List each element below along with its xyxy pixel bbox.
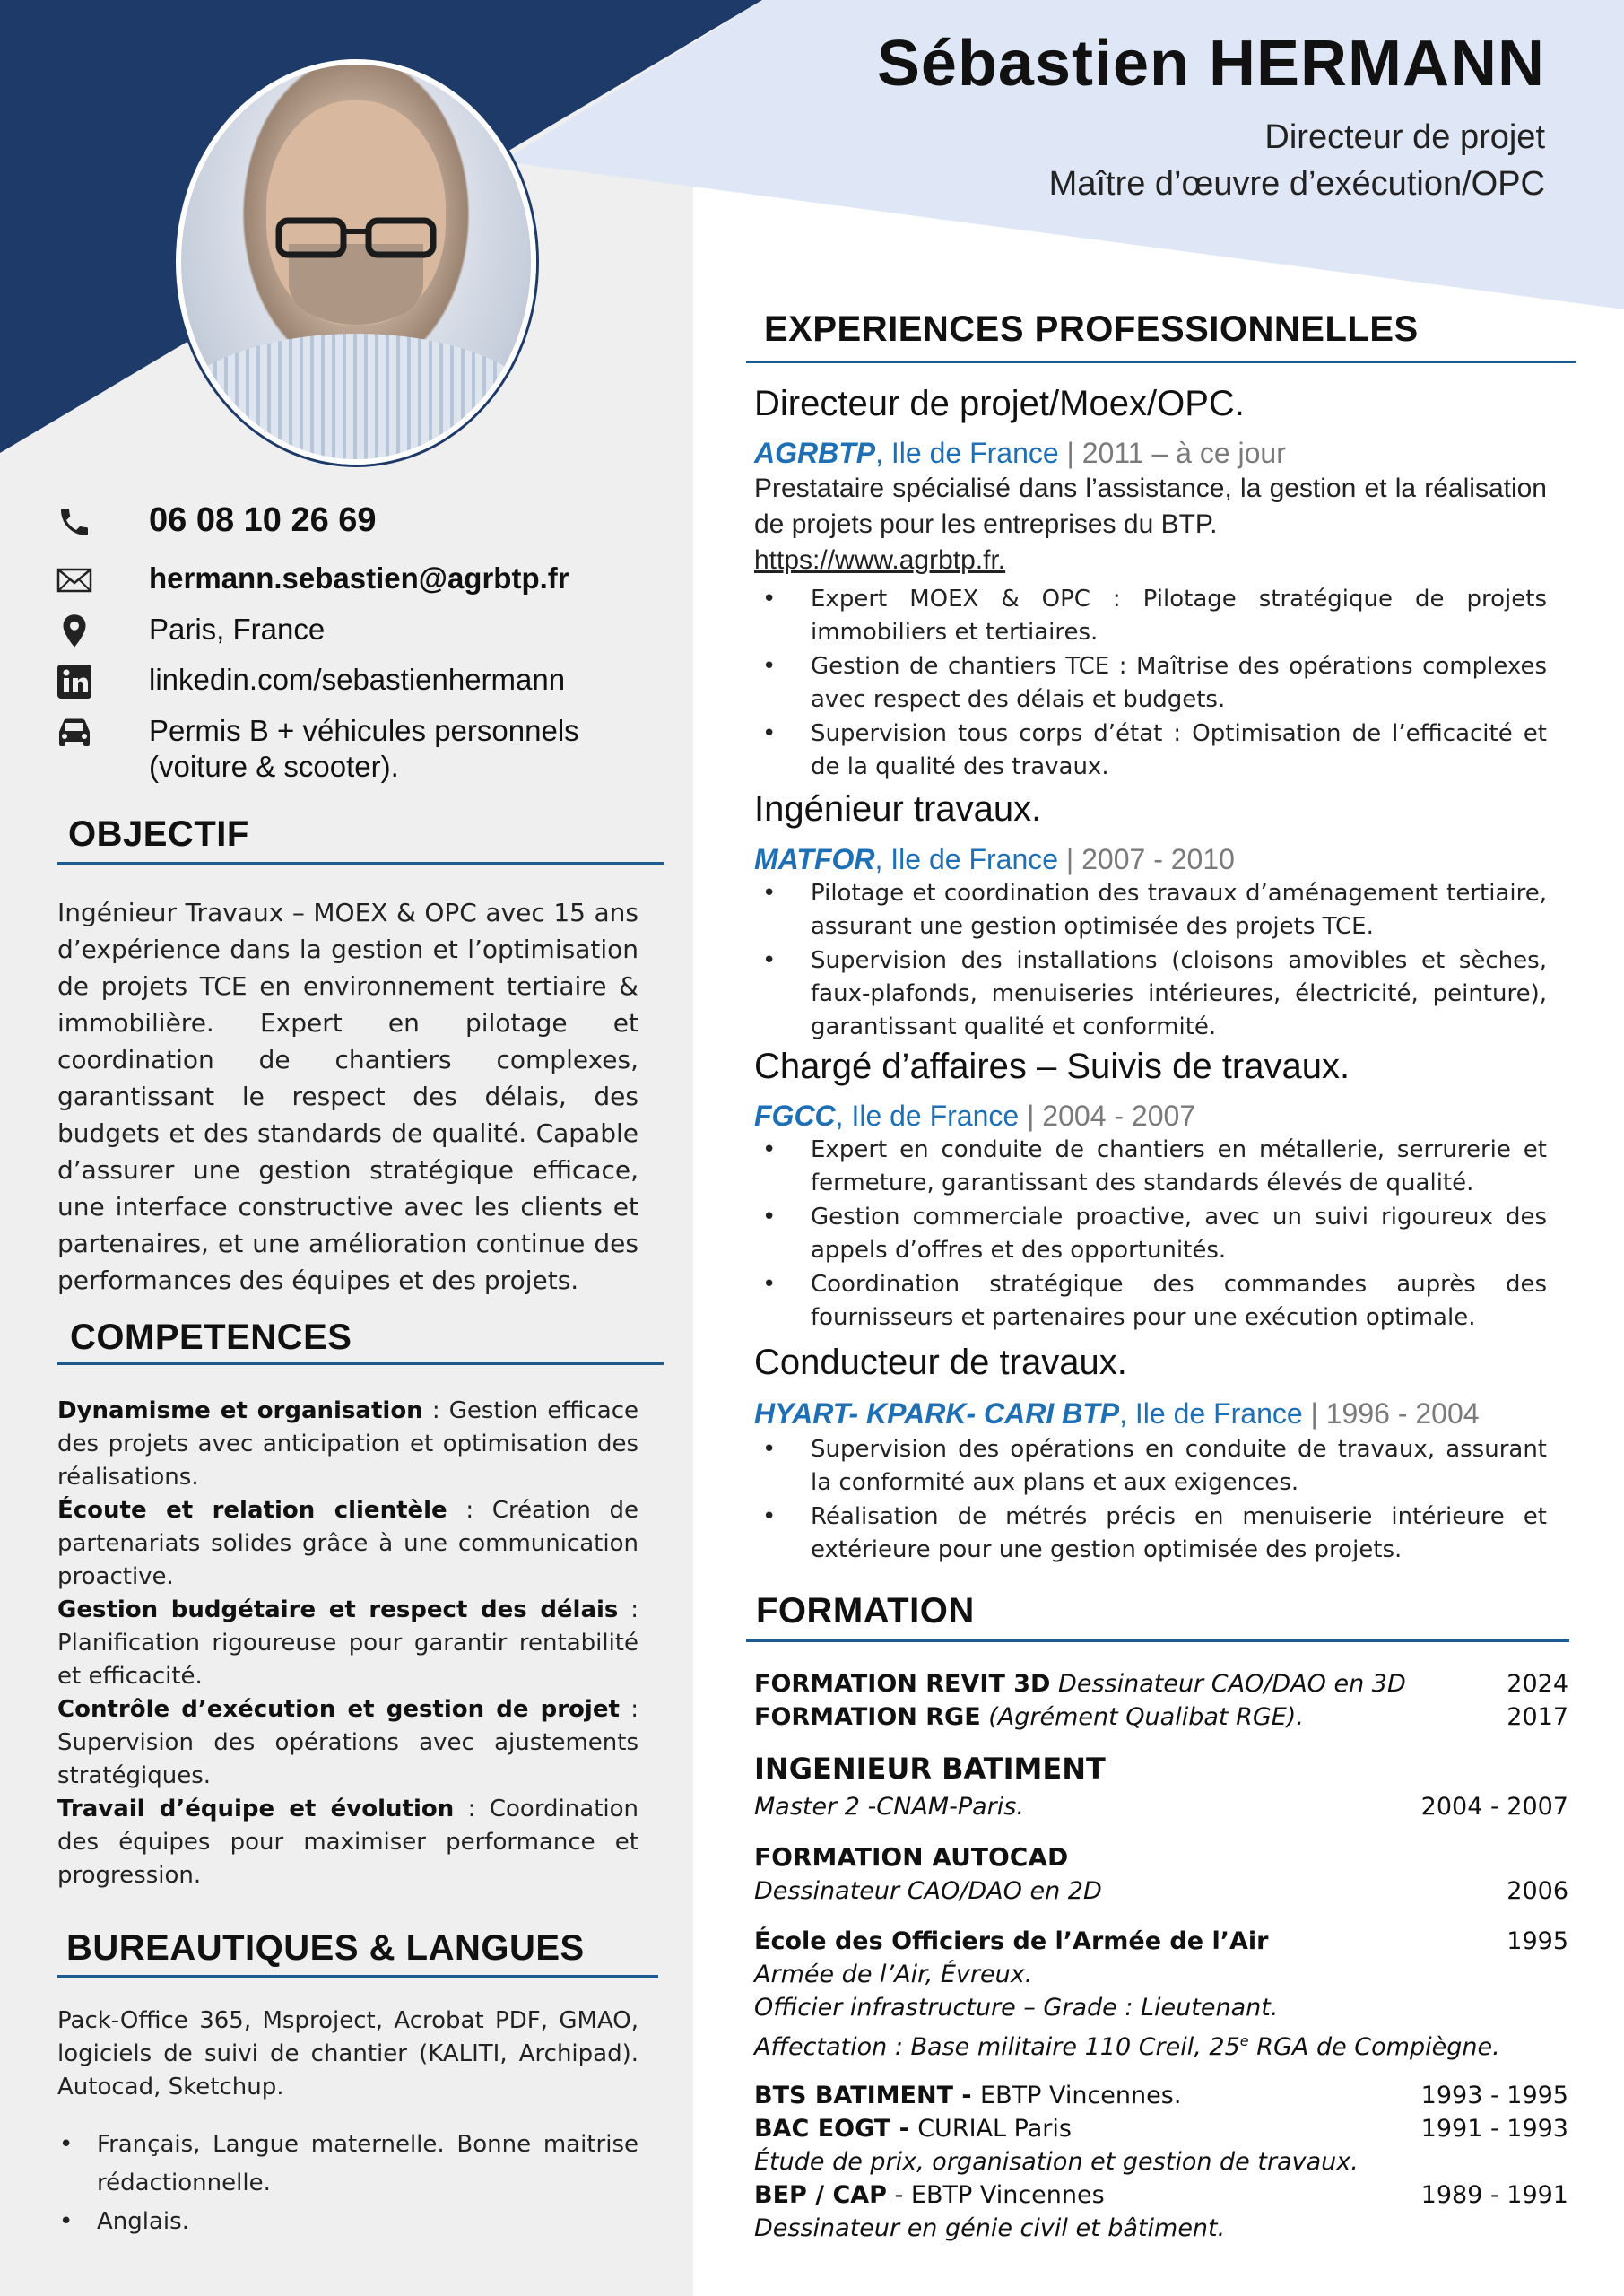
- contact-linkedin: [52, 662, 565, 701]
- company-name: HYART- KPARK- CARI BTP: [754, 1397, 1120, 1430]
- langues-list: [57, 2126, 638, 2241]
- formation-year: 1989 - 1991: [1420, 2181, 1568, 2209]
- formation-bac: [754, 2112, 1568, 2145]
- formation-bep: [754, 2179, 1568, 2212]
- company-location: , Ile de France: [835, 1100, 1020, 1132]
- contact-license: [52, 713, 579, 785]
- formation-ecole-line: [754, 2024, 1568, 2064]
- skill-item: [57, 1594, 638, 1693]
- job-bullets: [754, 583, 1547, 785]
- bullet-item: • Gestion commerciale proactive, avec un suivi rigoureux des appels d’offres et des opportunités.: [754, 1201, 1547, 1267]
- job-bullets: [754, 877, 1547, 1045]
- skill-text: : Gestion efficace des projets avec anticipation et optimisation des réalisations.: [57, 1397, 639, 1491]
- job-dates: 2007 - 2010: [1081, 843, 1235, 875]
- formation-year: 2024: [1507, 1670, 1568, 1698]
- skill-label: Gestion budgétaire et respect des délais: [57, 1596, 619, 1623]
- formation-detail: Armée de l’Air, Évreux.: [754, 1961, 1033, 1988]
- company-location: , Ile de France: [1119, 1397, 1303, 1430]
- job-company-line: [754, 843, 1235, 876]
- company-name: FGCC: [754, 1100, 836, 1132]
- formation-rule: [746, 1639, 1569, 1642]
- langue-item: • Français, Langue maternelle. Bonne maitrise rédactionnelle.: [57, 2126, 638, 2203]
- competences-list: [57, 1395, 638, 1892]
- bullet-item: • Supervision des installations (cloisons amovibles et sèches, faux-plafonds, menuiseries intérieures, électricité, peinture), garantissant qualité et conformité.: [754, 944, 1547, 1044]
- job-title: Ingénieur travaux.: [754, 789, 1042, 829]
- job-dates: 2011 – à ce jour: [1081, 437, 1286, 469]
- bureautique-heading: BUREAUTIQUES & LANGUES: [66, 1928, 585, 1968]
- objectif-text: Ingénieur Travaux – MOEX & OPC avec 15 ans d’expérience dans la gestion et l’optimisation de projets TCE en environnement tertiaire & immobilière. Expert en pilotage et coordination de chantiers complexes, garantissant le respect des délais, des budgets et des standards de qualité. Capable d’assurer une gestion stratégique efficace, une interface constructive avec les clients et partenaires, et une amélioration continue des performances des équipes et des projets.: [57, 898, 638, 1295]
- skill-item: [57, 1793, 638, 1892]
- formation-year: 2006: [1507, 1877, 1568, 1905]
- formation-year: 1993 - 1995: [1420, 2082, 1568, 2109]
- formation-detail: EBTP Vincennes.: [980, 2082, 1182, 2109]
- formation-name: BEP / CAP: [754, 2181, 887, 2209]
- skill-text: : Planification rigoureuse pour garantir rentabilité et efficacité.: [57, 1596, 638, 1690]
- job-title: Directeur de projet/Moex/OPC.: [754, 384, 1245, 423]
- formation-detail: Dessinateur CAO/DAO en 2D: [754, 1877, 1102, 1905]
- formation-bac-sub: [754, 2145, 1568, 2179]
- langue-item: • Anglais.: [57, 2203, 638, 2241]
- formation-name: FORMATION RGE: [754, 1703, 981, 1731]
- formation-detail: Officier infrastructure – Grade : Lieutenant.: [754, 1994, 1279, 2022]
- car-icon: [52, 713, 97, 752]
- phone-number[interactable]: 06 08 10 26 69: [149, 501, 377, 539]
- objectif-heading: OBJECTIF: [68, 814, 249, 854]
- job-bullets: [754, 1433, 1547, 1568]
- formation-detail: Étude de prix, organisation et gestion de travaux.: [754, 2148, 1359, 2176]
- company-location: , Ile de France: [875, 437, 1059, 469]
- linkedin-icon: [52, 662, 97, 701]
- formation-year: 1995: [1507, 1927, 1568, 1955]
- separator: |: [1302, 1397, 1326, 1430]
- bullet-item: • Coordination stratégique des commandes auprès des fournisseurs et partenaires pour une exécution optimale.: [754, 1268, 1547, 1335]
- formation-name: École des Officiers de l’Armée de l’Air: [754, 1927, 1269, 1955]
- job-company-line: [754, 1100, 1195, 1133]
- formation-ingenieur: [754, 1790, 1568, 1823]
- experiences-rule: [746, 361, 1576, 363]
- job-title: Conducteur de travaux.: [754, 1343, 1127, 1382]
- bullet-item: • Expert en conduite de chantiers en métallerie, serrurerie et fermeture, garantissant des standards élevés de qualité.: [754, 1134, 1547, 1200]
- objectif-rule: [57, 862, 664, 865]
- formation-year: 2017: [1507, 1703, 1568, 1731]
- location-text: Paris, France: [149, 613, 326, 646]
- bureautique-rule: [57, 1975, 658, 1978]
- experiences-heading: EXPERIENCES PROFESSIONNELLES: [764, 309, 1419, 349]
- bullet-item: • Réalisation de métrés précis en menuiserie intérieure et extérieure pour une gestion optimisée des projets.: [754, 1500, 1547, 1567]
- separator: |: [1019, 1100, 1043, 1132]
- job-company-line: [754, 437, 1286, 470]
- bullet-item: • Expert MOEX & OPC : Pilotage stratégique de projets immobiliers et tertiaires.: [754, 583, 1547, 649]
- skill-item: [57, 1693, 638, 1793]
- formation-year: 1991 - 1993: [1420, 2115, 1568, 2143]
- formation-detail: Dessinateur en génie civil et bâtiment.: [754, 2214, 1226, 2242]
- skill-item: [57, 1395, 638, 1494]
- company-name: AGRBTP: [754, 437, 876, 469]
- skill-text: : Supervision des opérations avec ajustements stratégiques.: [57, 1696, 639, 1789]
- formation-ecole-line: [754, 1958, 1568, 1991]
- mail-icon: [52, 561, 97, 600]
- skill-label: Contrôle d’exécution et gestion de projet: [57, 1696, 620, 1723]
- license-line-2: (voiture & scooter).: [149, 750, 399, 783]
- bullet-item: • Gestion de chantiers TCE : Maîtrise des opérations complexes avec respect des délais et budgets.: [754, 650, 1547, 717]
- bureautique-text: Pack-Office 365, Msproject, Acrobat PDF, GMAO, logiciels de suivi de chantier (KALITI, Archipad). Autocad, Sketchup.: [57, 2007, 638, 2100]
- company-name: MATFOR: [754, 843, 875, 875]
- formation-detail: Dessinateur CAO/DAO en 3D: [1050, 1670, 1406, 1698]
- superscript: e: [1239, 2032, 1249, 2049]
- location-pin-icon: [52, 612, 97, 651]
- separator: |: [1058, 843, 1082, 875]
- formation-name: BAC EOGT -: [754, 2115, 918, 2143]
- linkedin-link[interactable]: linkedin.com/sebastienhermann: [149, 663, 566, 696]
- skill-label: Dynamisme et organisation: [57, 1397, 423, 1424]
- bullet-item: • Supervision des opérations en conduite de travaux, assurant la conformité aux plans et aux exigences.: [754, 1433, 1547, 1500]
- formation-bts: [754, 2079, 1568, 2112]
- competences-rule: [57, 1362, 664, 1365]
- contact-phone: [52, 502, 377, 542]
- skill-label: Travail d’équipe et évolution: [57, 1796, 455, 1822]
- job-dates: 1996 - 2004: [1325, 1397, 1480, 1430]
- role-title: Directeur de projet: [1264, 118, 1545, 156]
- formation-autocad-title: FORMATION AUTOCAD: [754, 1842, 1069, 1872]
- company-location: , Ile de France: [874, 843, 1059, 875]
- competences-heading: COMPETENCES: [70, 1318, 352, 1357]
- formation-revit: [754, 1667, 1568, 1700]
- company-url[interactable]: https://www.agrbtp.fr.: [754, 545, 1006, 575]
- separator: |: [1058, 437, 1082, 469]
- job-title: Chargé d’affaires – Suivis de travaux.: [754, 1047, 1350, 1086]
- license-line-1: Permis B + véhicules personnels: [149, 714, 579, 747]
- formation-name: BTS BATIMENT -: [754, 2082, 981, 2109]
- formation-ingenieur-title: INGENIEUR BATIMENT: [754, 1752, 1106, 1786]
- job-description: [754, 471, 1547, 578]
- formation-detail: (Agrément Qualibat RGE).: [980, 1703, 1304, 1731]
- skill-item: [57, 1494, 638, 1594]
- contact-email: [52, 561, 569, 600]
- formation-autocad: [754, 1874, 1568, 1908]
- role-subtitle: Maître d’œuvre d’exécution/OPC: [1048, 165, 1545, 203]
- formation-detail: Affectation : Base militaire 110 Creil, 25: [754, 2033, 1240, 2061]
- formation-name: FORMATION REVIT 3D: [754, 1670, 1051, 1698]
- formation-detail: - EBTP Vincennes: [886, 2181, 1105, 2209]
- formation-bep-sub: [754, 2212, 1568, 2245]
- email-link[interactable]: hermann.sebastien@agrbtp.fr: [149, 561, 569, 595]
- person-name: Sébastien HERMANN: [876, 28, 1545, 100]
- license-text: [149, 713, 579, 785]
- formation-ecole-line: [754, 1991, 1568, 2024]
- job-bullets: [754, 1134, 1547, 1335]
- skill-text: : Création de partenariats solides grâce à une communication proactive.: [57, 1497, 638, 1590]
- contact-location: [52, 612, 325, 651]
- job-dates: 2004 - 2007: [1042, 1100, 1196, 1132]
- skill-label: Écoute et relation clientèle: [57, 1497, 447, 1524]
- skill-text: : Coordination des équipes pour maximiser performance et progression.: [57, 1796, 639, 1889]
- formation-rge: [754, 1700, 1568, 1734]
- formation-detail: Master 2 -CNAM-Paris.: [754, 1793, 1024, 1821]
- job-company-line: [754, 1397, 1480, 1431]
- formation-ecole: [754, 1925, 1568, 1958]
- company-description: Prestataire spécialisé dans l’assistance, la gestion et la réalisation de projets pour les entreprises du BTP.: [754, 474, 1547, 539]
- phone-icon: [52, 502, 97, 542]
- profile-photo: [176, 59, 536, 465]
- bullet-item: • Pilotage et coordination des travaux d’aménagement tertiaire, assurant une gestion optimisée des projets TCE.: [754, 877, 1547, 944]
- formation-heading: FORMATION: [756, 1591, 975, 1631]
- formation-year: 2004 - 2007: [1420, 1793, 1568, 1821]
- formation-detail: RGA de Compiègne.: [1248, 2033, 1500, 2061]
- formation-detail: CURIAL Paris: [917, 2115, 1072, 2143]
- bullet-item: • Supervision tous corps d’état : Optimisation de l’efficacité et de la qualité des travaux.: [754, 718, 1547, 784]
